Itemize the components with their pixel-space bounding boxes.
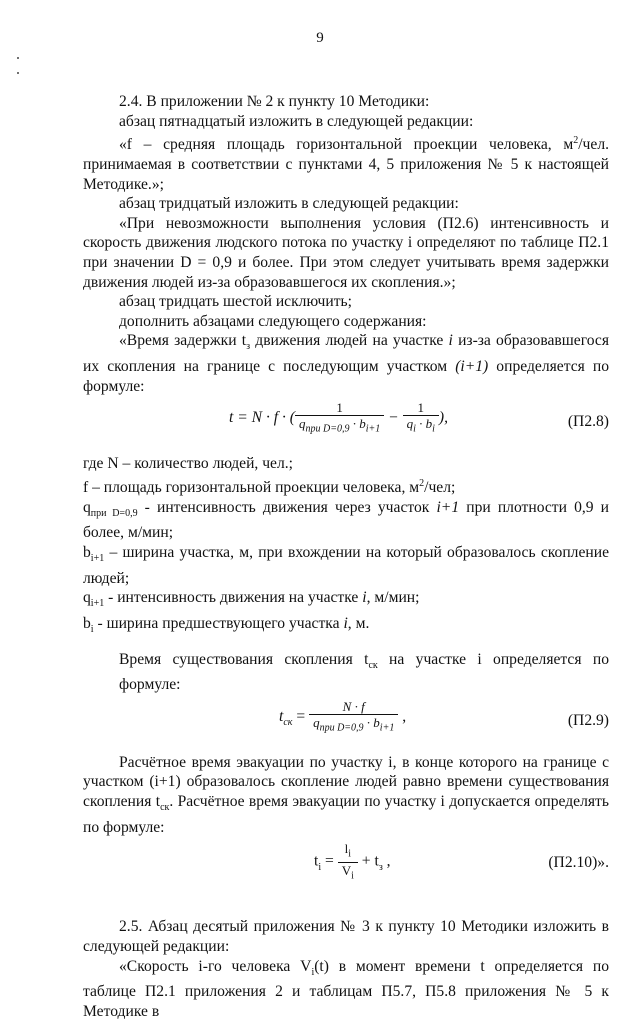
paragraph: дополнить абзацами следующего содержания: <box>119 312 427 330</box>
section-heading: 2.4. В приложении № 2 к пункту 10 Методики: <box>119 93 430 110</box>
formula-p2-10: $t_i$ = $\frac{l_i}{V_i}$ + $t_з$ , (П2.10)». <box>314 841 609 882</box>
formula-p2-8: t = N · f · ( $\frac{1}{q_{при D=0,9} \cdot b_{i+1}}$ − $\frac{1}{q_i \cdot b_i}$ ), (П2.8) <box>229 400 609 435</box>
paragraph: абзац тридцать шестой исключить; <box>119 293 352 311</box>
fraction: $\frac{N \cdot f}{q_{при D=0,9} \cdot b_{i+1}}$ <box>309 699 398 736</box>
formula-p2-9: $t_{ск}$ = $\frac{N \cdot f}{q_{при D=0,9} \cdot b_{i+1}}$ , (П2.9) <box>279 698 609 734</box>
formula-number: (П2.9) <box>567 711 609 729</box>
document-body <box>83 92 610 1021</box>
paragraph: «Скорость i-го человека $V_i(t)$ в момент времени t определяется по таблице П2.1 приложения 2 и таблицам П5.7, П5.8 приложения № 5 к Методике в <box>83 957 609 1020</box>
fraction: $\frac{1}{q_{при D=0,9} \cdot b_{i+1}}$ <box>295 400 384 437</box>
paragraph: где N – количество людей, чел.; <box>83 455 293 473</box>
paragraph: «Время задержки $t_з$ движения людей на участке i из-за образовавшегося их скопления на границе с последующим участком (i+1) определяется по формуле: <box>83 332 610 395</box>
section-heading: 2.5. Абзац десятый приложения № 3 к пункту 10 Методики изложить в следующей редакции: <box>83 918 609 955</box>
paragraph: абзац пятнадцатый изложить в следующей редакции: <box>119 112 474 130</box>
paragraph: «f – средняя площадь горизонтальной проекции человека, $м^2$/чел. принимаемая в соответствии с пунктами 4, 5 приложения № 5 к настоящей Методике.»; <box>83 135 609 193</box>
paragraph: $q_{при D=0,9}$ - интенсивность движения через участок i+1 при плотности 0,9 и более, м/мин; <box>83 498 610 542</box>
paragraph: $q_{i+1}$ - интенсивность движения на участке i, м/мин; <box>83 589 420 610</box>
formula-number: (П2.10)». <box>548 854 609 872</box>
paragraph: f – площадь горизонтальной проекции человека, $м^2$/чел; <box>83 477 456 496</box>
paragraph: $b_{i+1}$ – ширина участка, м, при вхождении на который образовалось скопление людей; <box>83 543 609 587</box>
paragraph: «При невозможности выполнения условия (П2.6) интенсивность и скорость движения людского потока по участку i определяют по таблице П2.1 при значении D = 0,9 и более. При этом следует учитывать время задержки движения людей из-за образовавшегося их скопления.»; <box>83 214 609 291</box>
paragraph: абзац тридцатый изложить в следующей редакции: <box>119 195 459 213</box>
scan-mark <box>17 72 19 74</box>
paragraph: $b_i$ - ширина предшествующего участка i, м. <box>83 614 370 635</box>
fraction: $\frac{1}{q_i \cdot b_i}$ <box>403 400 439 437</box>
page-number: 9 <box>316 30 324 46</box>
fraction: $\frac{l_i}{V_i}$ <box>338 841 358 883</box>
formula-number: (П2.8) <box>567 413 609 431</box>
paragraph: Время существования скопления $t_{ск}$ на участке i определяется по формуле: <box>119 650 609 694</box>
scan-mark <box>17 57 19 59</box>
paragraph: Расчётное время эвакуации по участку i, в конце которого на границе с участком (i+1) образовалось скопление людей равно времени существования скопления $t_{ск}$. Расчётное время эвакуации по участку i допускается определять по формуле: <box>83 753 609 836</box>
